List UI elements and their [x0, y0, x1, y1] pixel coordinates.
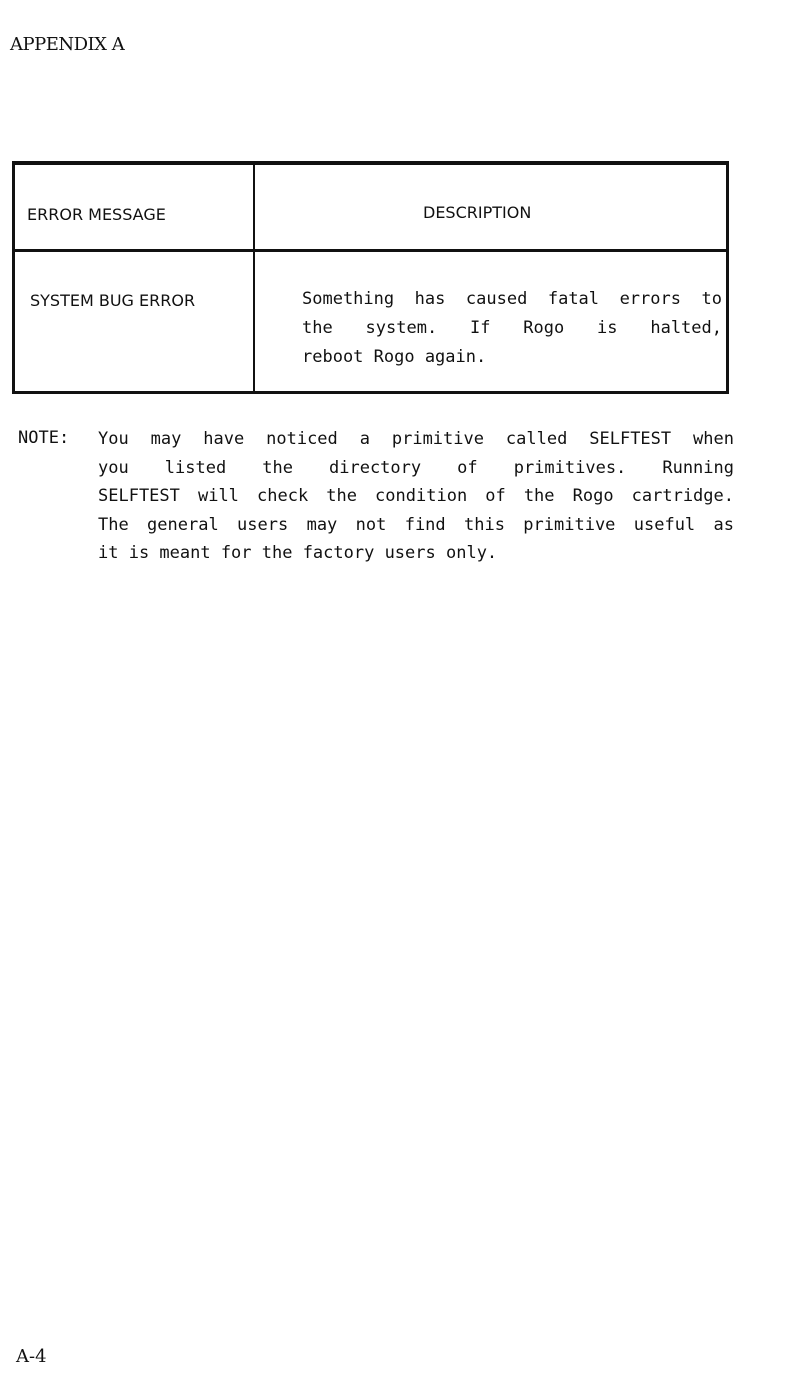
- header-row-divider: [15, 249, 726, 252]
- note-line: you listed the directory of primitives. Running: [98, 457, 734, 478]
- note-label: NOTE:: [18, 428, 70, 448]
- note-body: [98, 425, 734, 568]
- error-message-cell: SYSTEM BUG ERROR: [30, 291, 196, 310]
- column-header-description: DESCRIPTION: [423, 203, 532, 222]
- note-line: The general users may not find this primitive useful as: [98, 514, 734, 535]
- column-divider: [253, 165, 255, 391]
- note-line: it is meant for the factory users only.: [98, 543, 498, 563]
- page-header: APPENDIX A: [10, 34, 125, 55]
- note-line: SELFTEST will check the condition of the Rogo cartridge.: [98, 486, 734, 506]
- description-line: the system. If Rogo is halted,: [302, 318, 722, 338]
- column-header-error-message: ERROR MESSAGE: [27, 205, 166, 224]
- description-line: reboot Rogo again.: [302, 347, 487, 367]
- note-line: You may have noticed a primitive called SELFTEST when: [98, 429, 734, 449]
- error-table: [12, 161, 729, 394]
- description-line: Something has caused fatal errors to: [302, 289, 722, 309]
- error-description-cell: [302, 285, 722, 372]
- page-number: A-4: [16, 1346, 47, 1367]
